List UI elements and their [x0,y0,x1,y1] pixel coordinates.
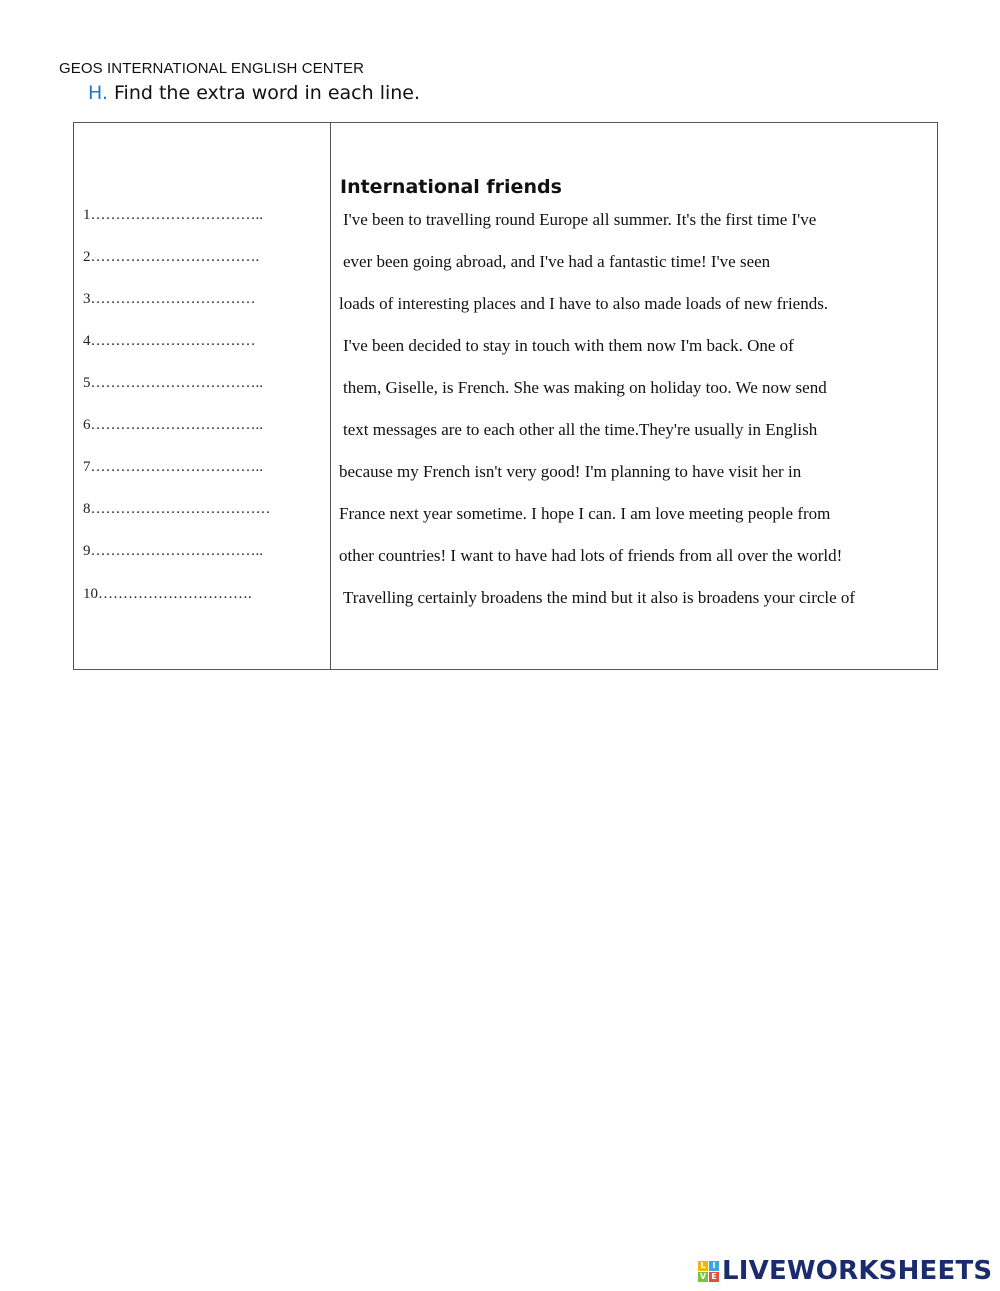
logo-block: I [709,1261,719,1271]
instruction-text: Find the extra word in each line. [114,82,421,104]
passage-line-6: text messages are to each other all the time.They're usually in English [343,420,818,439]
logo-text: LIVEWORKSHEETS [722,1256,993,1286]
exercise-instruction [88,82,420,104]
passage-line-1: I've been to travelling round Europe all summer. It's the first time I've [343,210,817,229]
passage-line-9: other countries! I want to have had lots of friends from all over the world! [339,546,843,565]
answer-line-8[interactable]: 8……………………………… [83,501,271,517]
passage-line-8: France next year sometime. I hope I can. I am love meeting people from [339,504,831,523]
logo-blocks-icon [698,1261,719,1282]
answer-line-10[interactable]: 10…………………………. [83,586,252,602]
answer-line-7[interactable]: 7…………………………….. [83,459,263,475]
answer-line-1[interactable]: 1…………………………….. [83,207,263,223]
passage-line-2: ever been going abroad, and I've had a fantastic time! I've seen [343,252,771,271]
logo-block: E [709,1272,719,1282]
answer-line-3[interactable]: 3…………………………… [83,291,256,307]
organization-name: GEOS INTERNATIONAL ENGLISH CENTER [59,60,365,77]
exercise-letter: H. [88,82,108,104]
answer-line-5[interactable]: 5…………………………….. [83,375,263,391]
answer-line-6[interactable]: 6…………………………….. [83,417,263,433]
answer-line-4[interactable]: 4…………………………… [83,333,256,349]
passage-line-5: them, Giselle, is French. She was making on holiday too. We now send [343,378,827,397]
passage-line-4: I've been decided to stay in touch with them now I'm back. One of [343,336,794,355]
passage-title: International friends [340,176,562,198]
passage-line-10: Travelling certainly broadens the mind but it also is broadens your circle of [343,588,856,607]
answer-line-2[interactable]: 2……………………………. [83,249,260,265]
passage-line-3: loads of interesting places and I have to also made loads of new friends. [339,294,829,313]
answer-line-9[interactable]: 9…………………………….. [83,543,263,559]
exercise-table [73,122,938,670]
passage-line-7: because my French isn't very good! I'm planning to have visit her in [339,462,802,481]
logo-block: V [699,1271,707,1281]
column-divider [330,123,331,669]
logo-block: L [698,1261,708,1271]
liveworksheets-logo[interactable] [698,1256,992,1286]
